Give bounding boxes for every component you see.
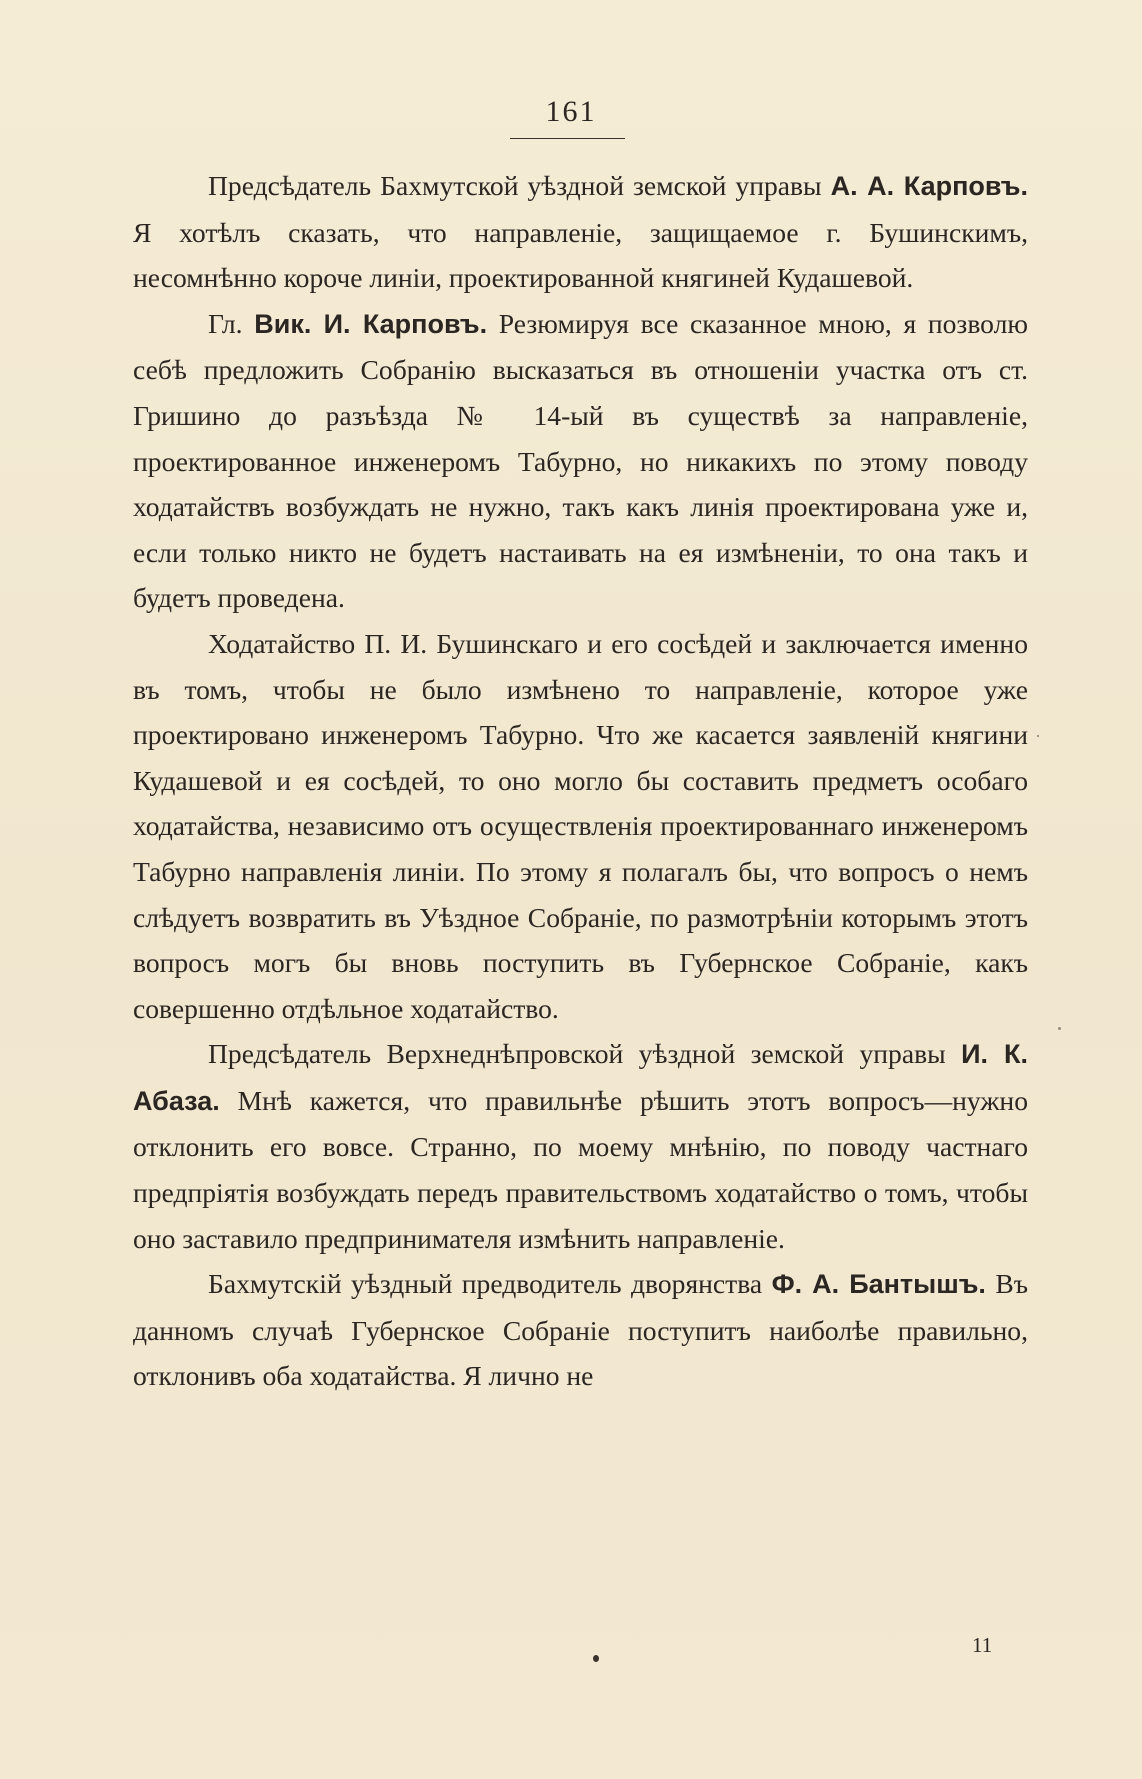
paragraph-text: Резюмируя все сказанное мною, я позволю себѣ предложить Собранію высказаться въ отношеніи участка отъ ст. Гришино до разъѣзда № 14-ый въ существѣ за направленіе, проектированное инженеромъ Табурно, но никакихъ по этому поводу ходатайствъ возбуждать не нужно, такъ какъ линія проектирована уже и, если только никто не будетъ настаивать на ея измѣненіи, то она такъ и будетъ проведена. xyxy=(133,307,1028,614)
signature-mark: 11 xyxy=(972,1633,993,1657)
paragraph-intro: Бахмутскій уѣздный предводитель дворянства xyxy=(208,1268,772,1300)
paragraph-karpov-a xyxy=(133,163,1028,301)
page-number: 161 xyxy=(545,95,597,128)
speaker-name: И. К. Абаза. xyxy=(133,1039,1029,1116)
paragraph-text: Я хотѣлъ сказать, что направленіе, защищаемое г. Бушинскимъ, несомнѣнно короче линіи, проектированной княгиней Кудашевой. xyxy=(133,216,1028,294)
paragraph-abaza xyxy=(133,1031,1028,1261)
paragraph-karpov-v xyxy=(133,301,1028,621)
paragraph-petition xyxy=(133,621,1028,1031)
paragraph-bantysh xyxy=(133,1261,1028,1399)
paragraph-intro: Гл. xyxy=(208,307,255,339)
speaker-name: А. А. Карповъ. xyxy=(830,171,1028,201)
paragraph-intro: Предсѣдатель Бахмутской уѣздной земской управы xyxy=(208,170,831,201)
paragraph-text: Въ данномъ случаѣ Губернское Собраніе поступитъ наиболѣе правильно, отклонивъ оба ходатайства. Я лично не xyxy=(133,1268,1029,1392)
paragraph-intro: Предсѣдатель Верхнеднѣпровской уѣздной земской управы xyxy=(208,1038,962,1070)
paragraph-text: Мнѣ кажется, что правильнѣе рѣшить этотъ вопросъ—нужно отклонить его вовсе. Странно, по моему мнѣнію, по поводу частнаго предпріятія возбуждать передъ правительствомъ ходатайство о томъ, чтобы оно заставило предпринимателя измѣнить направленіе. xyxy=(133,1084,1028,1254)
speaker-name: Ф. А. Бантышъ. xyxy=(771,1269,986,1300)
page-text xyxy=(133,163,1028,1399)
page-number-rule xyxy=(510,138,625,139)
ink-speck xyxy=(1058,1027,1061,1030)
ink-speck xyxy=(1037,735,1039,737)
ink-speck xyxy=(593,1655,599,1662)
paragraph-text: Ходатайство П. И. Бушинскаго и его сосѣдей и заключается именно въ томъ, чтобы не было измѣнено то направленіе, которое уже проектировано инженеромъ Табурно. Что же касается заявленій княгини Кудашевой и ея сосѣдей, то оно могло бы составить предметъ особаго ходатайства, независимо отъ осуществленія проектированнаго инженеромъ Табурно направленія линіи. По этому я полагалъ бы, что вопросъ о немъ слѣдуетъ возвратить въ Уѣздное Собраніе, по размотрѣніи которымъ этотъ вопросъ могъ бы вновь поступить въ Губернское Собраніе, какъ совершенно отдѣльное ходатайство. xyxy=(133,627,1028,1024)
speaker-name: Вик. И. Карповъ. xyxy=(254,308,488,339)
